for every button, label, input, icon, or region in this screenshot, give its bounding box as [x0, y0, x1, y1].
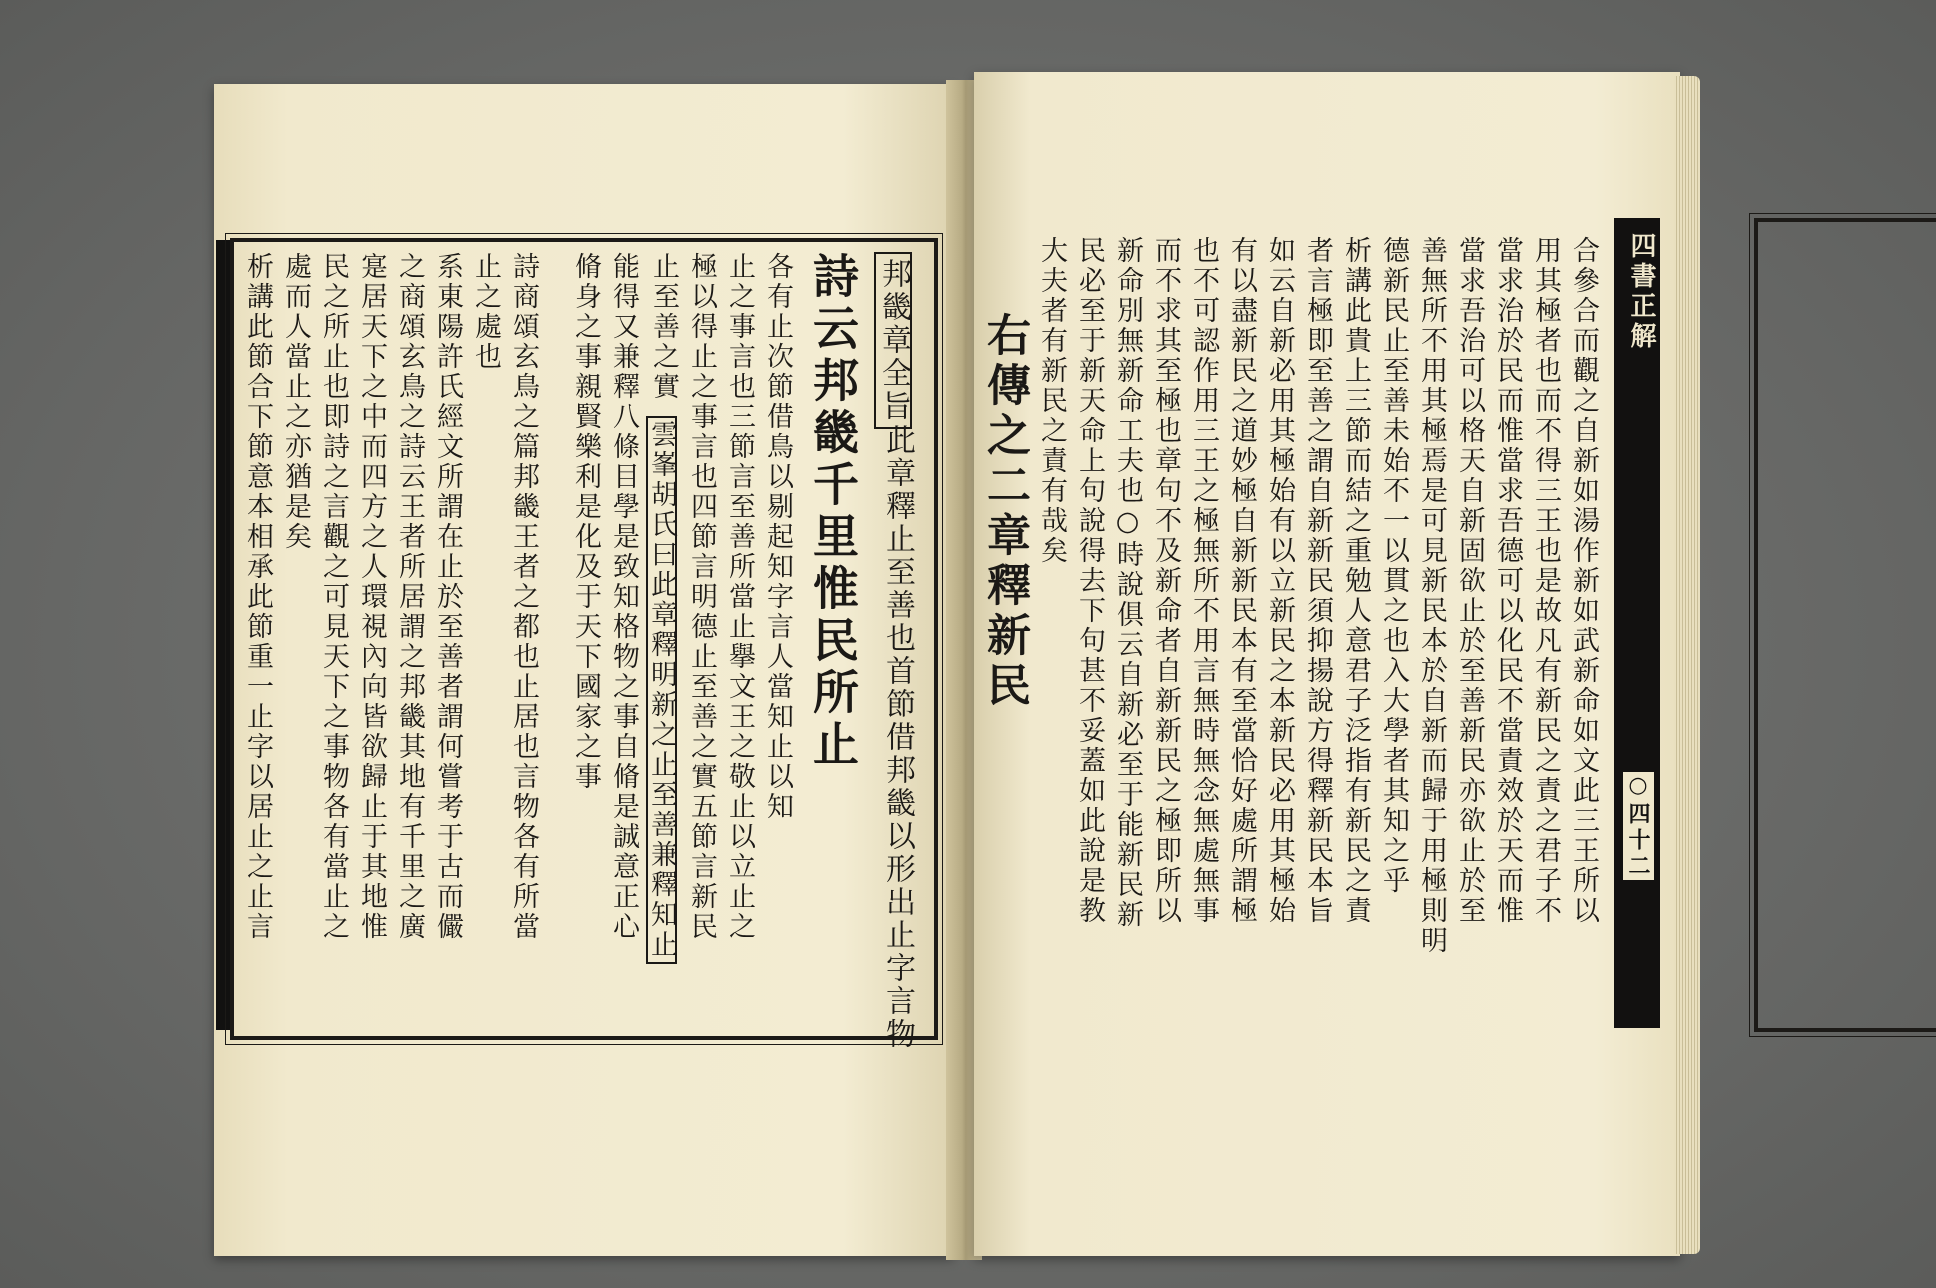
chapter-heading-box: 邦畿章全旨: [874, 252, 912, 429]
text-column: 善無所不用其極焉是可見新民本於自新而歸于用極則明: [1416, 236, 1447, 956]
text-column: 止之事言也三節言至善所當止擧文王之敬止以立止之: [724, 252, 755, 942]
commentator-box: 雲峯胡氏曰此章釋明新之止至善兼釋知止: [646, 416, 677, 964]
text-column: 此章釋止至善也首節借邦畿以形出止字言物: [880, 424, 915, 1051]
text-column: 詩商頌玄鳥之篇邦畿王者之都也止居也言物各有所當: [508, 252, 539, 942]
text-column: 極以得止之事言也四節言明德止至善之實五節言新民: [686, 252, 717, 942]
text-column: 處而人當止之亦猶是矣: [280, 252, 311, 552]
text-column: 寔居天下之中而四方之人環視內向皆欲歸止于其地惟: [356, 252, 387, 942]
text-column: 新命別無新命工夫也○時說俱云自新必至于能新民新: [1112, 236, 1143, 930]
text-column: 如云自新必用其極始有以立新民之本新民必用其極始: [1264, 236, 1295, 926]
text-column: 用其極者也而不得三王也是故凡有新民之責之君子不: [1530, 236, 1561, 926]
chapter-closing-title: 右傳之二章釋新民: [979, 312, 1030, 712]
text-column: 各有止次節借鳥以剔起知字言人當知止以知: [762, 252, 793, 822]
right-page-frame: [1754, 218, 1936, 1032]
open-book: [214, 70, 1714, 1270]
text-column: 當求吾治可以格天自新固欲止於至善新民亦欲止於至: [1454, 236, 1485, 926]
running-title: 四書正解: [1626, 232, 1656, 352]
text-column: 德新民止至善未始不一以貫之也入大學者其知之乎: [1378, 236, 1409, 896]
page-number-mark: ○四十二: [1623, 772, 1654, 880]
text-column: 者言極即至善之謂自新新民須抑揚說方得釋新民本旨: [1302, 236, 1333, 926]
poem-title-line: 詩云邦畿千里惟民所止: [806, 252, 860, 772]
right-page: [974, 72, 1680, 1256]
text-column: 能得又兼釋八條目學是致知格物之事自脩是誠意正心: [608, 252, 639, 942]
text-column: 析講此節合下節意本相承此節重一止字以居止之止言: [242, 252, 273, 942]
text-column: 止至善之實: [648, 252, 679, 402]
left-page: [214, 84, 954, 1256]
page-edges: [1674, 76, 1700, 1254]
text-column: 也不可認作用三王之極無所不用言無時無念無處無事: [1188, 236, 1219, 926]
text-column: 合參合而觀之自新如湯作新如武新命如文此三王所以: [1568, 236, 1599, 926]
text-column: 止之處也: [470, 252, 501, 372]
text-column: 脩身之事親賢樂利是化及于天下國家之事: [570, 252, 601, 792]
text-column: 之商頌玄鳥之詩云王者所居謂之邦畿其地有千里之廣: [394, 252, 425, 942]
text-column: 系東陽許氏經文所謂在止於至善者謂何嘗考于古而儼: [432, 252, 463, 942]
text-column: 大夫者有新民之責有哉矣: [1036, 236, 1067, 566]
text-column: 民必至于新天命上句說得去下句甚不妥蓋如此說是教: [1074, 236, 1105, 926]
text-column: 而不求其至極也章句不及新命者自新新民之極即所以: [1150, 236, 1181, 926]
text-column: 當求治於民而惟當求吾德可以化民不當責效於天而惟: [1492, 236, 1523, 926]
text-column: 析講此貴上三節而結之重勉人意君子泛指有新民之責: [1340, 236, 1371, 926]
text-column: 有以盡新民之道妙極自新新民本有至當恰好處所謂極: [1226, 236, 1257, 926]
text-column: 民之所止也即詩之言觀之可見天下之事物各有當止之: [318, 252, 349, 942]
